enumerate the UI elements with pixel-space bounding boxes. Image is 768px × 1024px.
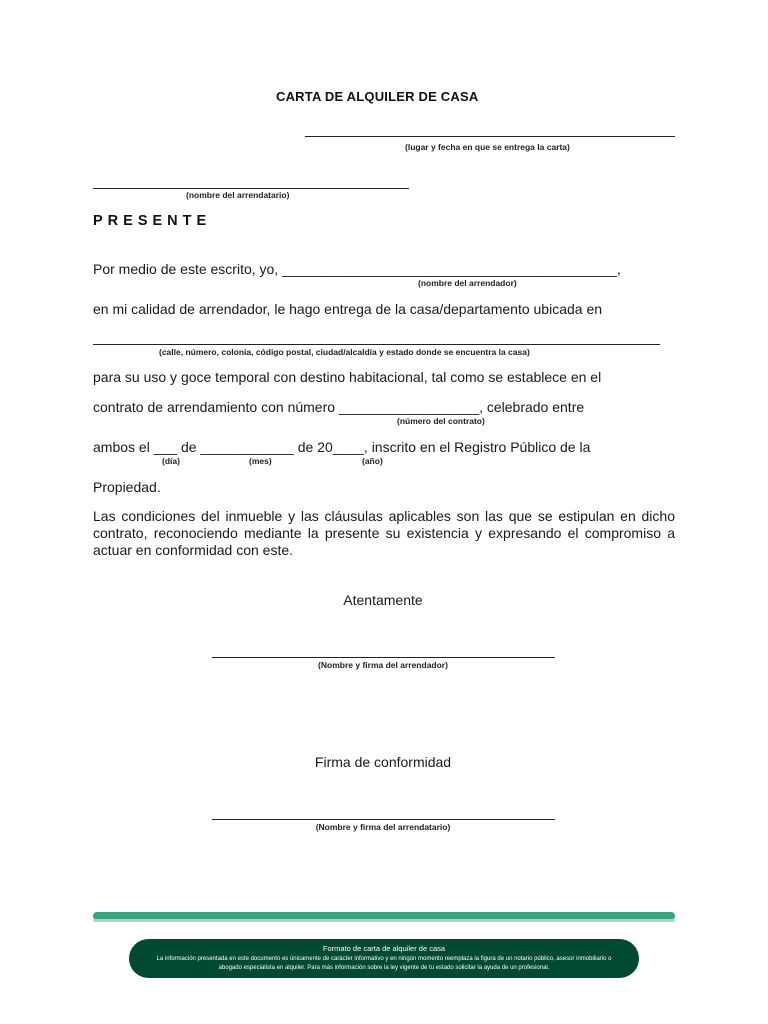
conformity-text: Firma de conformidad — [314, 754, 452, 770]
conditions-paragraph: Las condiciones del inmueble y las cláusulas aplicables son las que se estipulan en dicho contrato, reconociendo mediante la presente su existencia y expresando el compromiso a actuar en conformidad con este. — [93, 508, 675, 558]
footer-disclaimer-box — [129, 939, 639, 978]
tenant-signature-line — [212, 819, 555, 820]
landlord-name-caption: (nombre del arrendador) — [418, 278, 517, 288]
footer-title: Formato de carta de alquiler de casa — [322, 944, 446, 953]
footer-divider-shadow — [93, 919, 675, 922]
text-line-5: contrato de arrendamiento con número __________________, celebrado entre — [93, 399, 585, 415]
address-caption: (calle, número, colonia, código postal, ciudad/alcaldía y estado donde se encuentra la casa) — [159, 347, 530, 357]
greeting-presente: PRESENTE — [93, 213, 212, 229]
place-date-caption: (lugar y fecha en que se entrega la carta) — [405, 142, 570, 152]
closing-text: Atentamente — [343, 592, 423, 608]
document-title: CARTA DE ALQUILER DE CASA — [276, 89, 479, 104]
address-line — [93, 344, 660, 345]
text-line-2: en mi calidad de arrendador, le hago entrega de la casa/departamento ubicada en — [93, 301, 603, 317]
text-line-1 — [93, 261, 621, 277]
tenant-name-line — [93, 188, 409, 189]
place-date-line — [305, 136, 675, 137]
month-caption: (mes) — [249, 456, 272, 466]
text-line-4: para su uso y goce temporal con destino habitacional, tal como se establece en el — [93, 369, 602, 385]
year-caption: (año) — [362, 456, 383, 466]
landlord-signature-line — [212, 657, 555, 658]
text-line-7: Propiedad. — [93, 479, 161, 495]
text-line-6: ambos el ___ de ____________ de 20____, inscrito en el Registro Público de la — [93, 439, 591, 455]
tenant-signature-caption: (Nombre y firma del arrendatario) — [315, 822, 451, 832]
contract-number-caption: (número del contrato) — [397, 416, 485, 426]
footer-disclaimer-text: La información presentada en este documento es únicamente de carácter informativo y en ningún momento reemplaza la figura de un notario público, asesor inmobiliario o abogado especialista en alquiler. Para más información sobre la ley vigente de tu estado solicitar la ayuda de un profesional. — [156, 956, 612, 971]
text-line-1-prefix: Por medio de este escrito, yo, — [93, 261, 283, 277]
landlord-name-blank: ___________________________________________, — [282, 261, 621, 277]
landlord-signature-caption: (Nombre y firma del arrendador) — [318, 660, 448, 670]
day-caption: (día) — [162, 456, 180, 466]
tenant-name-caption: (nombre del arrendatario) — [186, 190, 290, 200]
